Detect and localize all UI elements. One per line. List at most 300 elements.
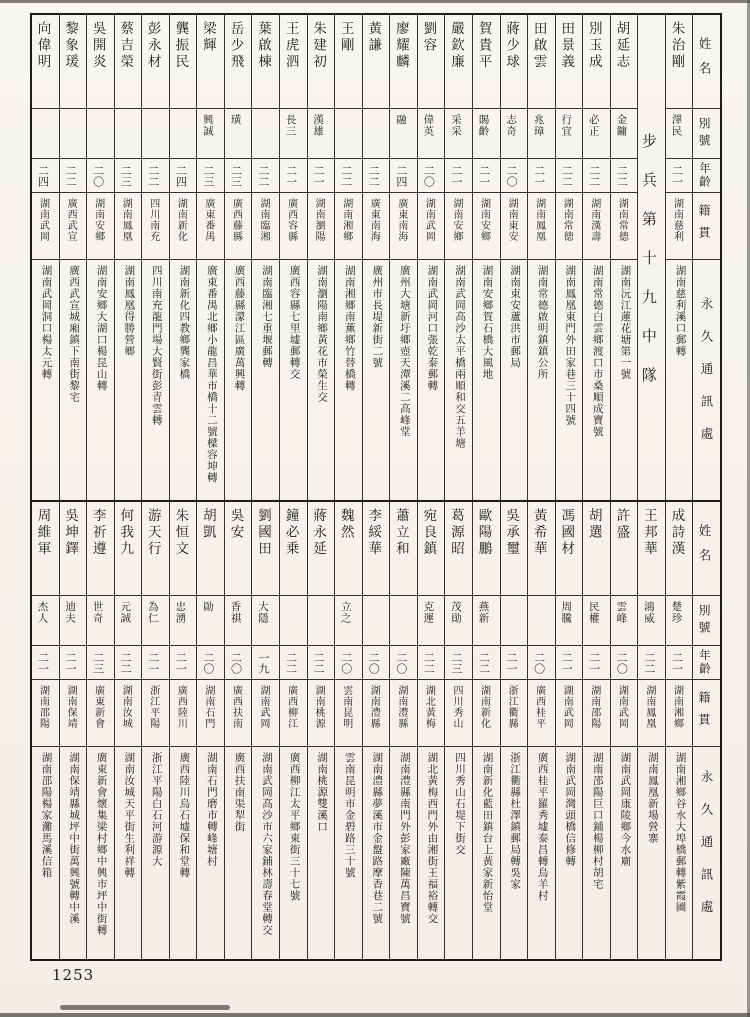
name-cell: 胡選 xyxy=(583,502,610,596)
name-cell: 劉國田 xyxy=(252,502,279,596)
person-column xyxy=(86,502,114,959)
age-cell: 二二 xyxy=(335,159,362,193)
name-cell: 田景義 xyxy=(556,15,583,109)
person-column xyxy=(472,502,500,959)
age-cell: 二一 xyxy=(308,159,335,193)
origin-cell: 廣西藤縣 xyxy=(225,193,252,260)
alias-cell: 立之 xyxy=(335,596,362,646)
address-cell: 湖南東安蘆洪市郵局 xyxy=(509,265,522,369)
person-column xyxy=(307,15,335,500)
age-cell: 二二 xyxy=(556,159,583,193)
age-cell: 二〇 xyxy=(611,646,638,680)
name-cell: 成詩漢 xyxy=(666,502,693,596)
name-cell: 田啟雲 xyxy=(528,15,555,109)
origin-cell: 湖南武岡 xyxy=(418,193,445,260)
age-cell: 二〇 xyxy=(225,646,252,680)
address-cell: 湖南武岡洞口楊太元轉 xyxy=(40,265,53,380)
address-cell: 廣西桂平羅秀墟泰昌轉烏羊村 xyxy=(536,752,549,902)
person-column xyxy=(251,15,279,500)
alias-cell xyxy=(363,109,390,159)
name-cell: 黃謙 xyxy=(363,15,390,109)
age-cell: 二〇 xyxy=(418,159,445,193)
age-cell: 二二 xyxy=(638,646,665,680)
alias-cell: 璜 xyxy=(225,109,252,159)
age-cell: 二三 xyxy=(445,646,472,680)
person-column xyxy=(527,502,555,959)
person-column xyxy=(59,15,87,500)
origin-cell: 廣東南海 xyxy=(390,193,417,260)
alias-cell: 采采 xyxy=(445,109,472,159)
age-cell: 二二 xyxy=(142,159,169,193)
name-cell: 王剛 xyxy=(335,15,362,109)
origin-cell: 廣西桂平 xyxy=(528,680,555,747)
header-label-address: 永久通訊處 xyxy=(699,296,714,460)
alias-cell: 克運 xyxy=(418,596,445,646)
address-cell: 湖南瀏陽南鄉黃花市榮生交 xyxy=(316,265,329,403)
name-cell: 馮國材 xyxy=(556,502,583,596)
alias-cell: 漢雄 xyxy=(308,109,335,159)
address-cell: 廣西容縣七里墟郵轉交 xyxy=(288,265,301,380)
alias-cell: 必正 xyxy=(583,109,610,159)
alias-cell xyxy=(308,596,335,646)
origin-cell: 湖南安鄉 xyxy=(87,193,114,260)
alias-cell xyxy=(32,109,59,159)
origin-cell: 湖南汝城 xyxy=(115,680,142,747)
name-cell: 許盛 xyxy=(611,502,638,596)
origin-cell: 湖南臨湘 xyxy=(252,193,279,260)
address-cell: 湖南安鄉大湖口楊昆山轉 xyxy=(95,265,108,392)
alias-cell: 大隱 xyxy=(252,596,279,646)
person-column xyxy=(417,502,445,959)
origin-cell: 湖南湘鄉 xyxy=(335,193,362,260)
name-cell: 向偉明 xyxy=(32,15,59,109)
address-cell: 湖南澧縣夢溪市金盤路摩香巷二號 xyxy=(371,752,384,925)
address-cell: 湖南保靖縣城坪中街萬興號轉中溪 xyxy=(68,752,81,925)
header-label-origin: 籍貫 xyxy=(693,193,720,260)
address-cell: 湖南武岡灣頭橋信修轉 xyxy=(564,752,577,867)
header-label-origin: 籍貫 xyxy=(693,680,720,747)
alias-cell: 迪夫 xyxy=(60,596,87,646)
origin-cell: 湖南瀏陽 xyxy=(308,193,335,260)
alias-cell: 杰人 xyxy=(32,596,59,646)
address-cell: 湖南武岡康陵鄉今水廟 xyxy=(619,752,632,867)
name-cell: 胡凱 xyxy=(197,502,224,596)
origin-cell: 湖南新化 xyxy=(170,193,197,260)
person-column xyxy=(610,502,638,959)
origin-cell: 湖南鳳凰 xyxy=(528,193,555,260)
name-cell: 葛源昭 xyxy=(445,502,472,596)
age-cell: 二一 xyxy=(280,159,307,193)
age-cell: 二一 xyxy=(666,159,693,193)
table-lower-half xyxy=(32,502,720,959)
alias-cell: 周騰 xyxy=(556,596,583,646)
name-cell: 何我九 xyxy=(115,502,142,596)
person-column xyxy=(389,502,417,959)
origin-cell: 廣西容縣 xyxy=(280,193,307,260)
age-cell: 二一 xyxy=(501,646,528,680)
person-column xyxy=(417,15,445,500)
age-cell: 二三 xyxy=(197,159,224,193)
person-column xyxy=(141,502,169,959)
person-column xyxy=(196,15,224,500)
address-cell: 廣西武宣城廂鎮下南街黎宅 xyxy=(68,265,81,403)
age-cell: 二四 xyxy=(32,159,59,193)
alias-cell xyxy=(528,596,555,646)
address-cell: 湖南石門磨市轉峰塘村 xyxy=(205,752,218,867)
age-cell: 二一 xyxy=(170,646,197,680)
header-label-age: 年齡 xyxy=(693,159,720,193)
age-cell: 二三 xyxy=(115,159,142,193)
person-column xyxy=(389,15,417,500)
alias-cell xyxy=(170,109,197,159)
age-cell: 二〇 xyxy=(528,646,555,680)
alias-cell xyxy=(87,109,114,159)
person-column xyxy=(169,15,197,500)
scan-edge-bottom xyxy=(0,1013,750,1017)
directory-table xyxy=(30,13,722,961)
age-cell: 二〇 xyxy=(501,159,528,193)
origin-cell: 湖南保靖 xyxy=(60,680,87,747)
age-cell: 二二 xyxy=(611,159,638,193)
address-cell: 廣州市長堤新街二號 xyxy=(371,265,384,369)
origin-cell: 廣東南海 xyxy=(363,193,390,260)
origin-cell: 廣東新會 xyxy=(87,680,114,747)
person-column xyxy=(334,15,362,500)
header-label-alias: 別號 xyxy=(693,596,720,646)
name-cell: 賀貴平 xyxy=(473,15,500,109)
address-cell: 廣東番禺北鄉小龍昌華市橋十二號樑容坤轉 xyxy=(205,265,218,484)
origin-cell: 雲南昆明 xyxy=(335,680,362,747)
address-cell: 湖南鳳凰東門外田家巷三十四號 xyxy=(564,265,577,426)
person-column xyxy=(59,502,87,959)
address-cell: 湖南桃源雙溪口 xyxy=(316,752,329,833)
origin-cell: 湖南安鄉 xyxy=(445,193,472,260)
origin-cell: 湖南武岡 xyxy=(611,680,638,747)
address-cell: 湖南湘鄉南薰鄉竹替橋轉 xyxy=(343,265,356,392)
alias-cell: 金鏞 xyxy=(611,109,638,159)
header-label-name: 姓名 xyxy=(693,15,720,109)
person-column xyxy=(141,15,169,500)
name-cell: 吳開炎 xyxy=(87,15,114,109)
person-column xyxy=(500,502,528,959)
name-cell: 龔振民 xyxy=(170,15,197,109)
age-cell: 二三 xyxy=(225,159,252,193)
address-cell: 浙江平陽白石河游源大 xyxy=(150,752,163,867)
name-cell: 魏然 xyxy=(335,502,362,596)
header-label-name: 姓名 xyxy=(693,502,720,596)
alias-cell: 為仁 xyxy=(142,596,169,646)
scan-smudge xyxy=(60,1005,230,1010)
alias-cell: 楚珍 xyxy=(666,596,693,646)
alias-cell: 澤民 xyxy=(666,109,693,159)
name-cell: 梁輝 xyxy=(197,15,224,109)
alias-cell: 世奇 xyxy=(87,596,114,646)
age-cell: 二一 xyxy=(528,159,555,193)
name-cell: 蔣永延 xyxy=(308,502,335,596)
alias-cell: 民權 xyxy=(583,596,610,646)
origin-cell: 廣西柳江 xyxy=(280,680,307,747)
person-column xyxy=(472,15,500,500)
origin-cell: 湖南澧縣 xyxy=(390,680,417,747)
origin-cell: 湖南常德 xyxy=(611,193,638,260)
address-cell: 湖南武岡高沙太平橋兩順和交五羊塘 xyxy=(453,265,466,449)
origin-cell: 湖南武岡 xyxy=(556,680,583,747)
address-cell: 湖南新化四教鄉龔家橋 xyxy=(178,265,191,380)
alias-cell: 香祺 xyxy=(225,596,252,646)
origin-cell: 湖南邵陽 xyxy=(583,680,610,747)
person-column xyxy=(114,15,142,500)
alias-cell xyxy=(501,596,528,646)
name-cell: 宛良鎮 xyxy=(418,502,445,596)
origin-cell: 四川秀山 xyxy=(445,680,472,747)
origin-cell: 湖南鳳凰 xyxy=(115,193,142,260)
address-cell: 雲南昆明市金碧路三十號 xyxy=(343,752,356,879)
age-cell: 二〇 xyxy=(87,159,114,193)
name-cell: 彭永材 xyxy=(142,15,169,109)
address-cell: 湖南汝城天平街生利祥轉 xyxy=(123,752,136,879)
address-cell: 湖南常德白雲鄉渡口市桑順成寶號 xyxy=(591,265,604,438)
person-column xyxy=(610,15,638,500)
address-cell: 湖南武岡河口張乾泰郵轉 xyxy=(426,265,439,392)
person-column xyxy=(527,15,555,500)
person-column xyxy=(582,15,610,500)
name-cell: 胡延志 xyxy=(611,15,638,109)
alias-cell xyxy=(60,109,87,159)
origin-cell: 湖南新化 xyxy=(473,680,500,747)
person-column xyxy=(555,502,583,959)
person-column xyxy=(334,502,362,959)
address-cell: 湖南澧縣南門外彭家廠陳萬昌寶號 xyxy=(398,752,411,925)
origin-cell: 廣西陸川 xyxy=(170,680,197,747)
origin-cell: 湖南安鄉 xyxy=(473,193,500,260)
address-cell: 湖南邵陽楊家灘馬溪信箱 xyxy=(40,752,53,879)
alias-cell: 鴻威 xyxy=(638,596,665,646)
address-cell: 廣西扶南渠犁街 xyxy=(233,752,246,833)
address-cell: 湖南鳳凰新場營寨 xyxy=(646,752,659,844)
name-cell: 劉容 xyxy=(418,15,445,109)
name-cell: 蔡吉榮 xyxy=(115,15,142,109)
person-column xyxy=(362,502,390,959)
alias-cell: 元誠 xyxy=(115,596,142,646)
address-cell: 湖北黃梅西門外由湘街王福裕轉交 xyxy=(426,752,439,925)
name-cell: 朱恒文 xyxy=(170,502,197,596)
age-cell: 二四 xyxy=(390,159,417,193)
age-cell: 二〇 xyxy=(390,646,417,680)
person-column xyxy=(500,15,528,500)
origin-cell: 湖南鳳凰 xyxy=(638,680,665,747)
table-upper-half xyxy=(32,15,720,502)
alias-cell: 雲峰 xyxy=(611,596,638,646)
age-cell: 二一 xyxy=(556,646,583,680)
name-cell: 朱治剛 xyxy=(666,15,693,109)
age-cell: 二〇 xyxy=(335,646,362,680)
address-cell: 湖南臨湘七重堰郵轉 xyxy=(261,265,273,369)
person-column xyxy=(251,502,279,959)
age-cell: 二二 xyxy=(308,646,335,680)
person-column xyxy=(86,15,114,500)
person-column xyxy=(444,502,472,959)
origin-cell: 湖南漢壽 xyxy=(583,193,610,260)
age-cell: 二三 xyxy=(87,646,114,680)
person-column xyxy=(196,502,224,959)
address-cell: 廣西柳江太平鄉東街三十七號 xyxy=(288,752,301,902)
origin-cell: 湖南湘鄉 xyxy=(666,680,693,747)
age-cell: 二一 xyxy=(473,159,500,193)
person-column xyxy=(32,15,59,500)
name-cell: 王邦華 xyxy=(638,502,665,596)
address-cell: 浙江衢縣杜澤鎮郵局轉吳家 xyxy=(509,752,522,890)
origin-cell: 湖南桃源 xyxy=(308,680,335,747)
name-cell: 嚴欽廉 xyxy=(445,15,472,109)
unit-label-column xyxy=(637,15,665,500)
age-cell: 二一 xyxy=(32,646,59,680)
name-cell: 鐘必乗 xyxy=(280,502,307,596)
origin-cell: 浙江衢縣 xyxy=(501,680,528,747)
address-cell: 湖南邵陽巨口鋪楊柳村胡宅 xyxy=(591,752,604,890)
name-cell: 吳坤鐸 xyxy=(60,502,87,596)
name-cell: 朱建初 xyxy=(308,15,335,109)
alias-cell: 長三 xyxy=(280,109,307,159)
alias-cell: 偉英 xyxy=(418,109,445,159)
person-column xyxy=(444,15,472,500)
alias-cell: 燕新 xyxy=(473,596,500,646)
name-cell: 蔣少球 xyxy=(501,15,528,109)
alias-cell: 賜齡 xyxy=(473,109,500,159)
person-column xyxy=(224,15,252,500)
age-cell: 二四 xyxy=(170,159,197,193)
alias-cell xyxy=(142,109,169,159)
person-column xyxy=(307,502,335,959)
alias-cell xyxy=(335,109,362,159)
alias-cell xyxy=(115,109,142,159)
name-cell: 別玉成 xyxy=(583,15,610,109)
person-column xyxy=(279,15,307,500)
origin-cell: 湖南邵陽 xyxy=(32,680,59,747)
name-cell: 廖耀麟 xyxy=(390,15,417,109)
name-cell: 李綏華 xyxy=(363,502,390,596)
person-column xyxy=(555,15,583,500)
alias-cell xyxy=(252,109,279,159)
age-cell: 二〇 xyxy=(363,646,390,680)
header-label-address: 永久通訊處 xyxy=(699,769,714,933)
name-cell: 黎象瑗 xyxy=(60,15,87,109)
origin-cell: 湖南東安 xyxy=(501,193,528,260)
address-cell: 廣東新會懷集梁村鄉中興市坪中街轉 xyxy=(95,752,108,936)
address-cell: 湖南湘鄉谷水大埠橋郵轉紫霞圃 xyxy=(674,752,687,913)
age-cell: 二二 xyxy=(60,159,87,193)
origin-cell: 湖北黃梅 xyxy=(418,680,445,747)
origin-cell: 湖南澧縣 xyxy=(363,680,390,747)
name-cell: 岳少飛 xyxy=(225,15,252,109)
unit-label: 步兵第十九中隊 xyxy=(639,133,658,406)
alias-cell: 忠湧 xyxy=(170,596,197,646)
person-column xyxy=(637,502,665,959)
person-column xyxy=(279,502,307,959)
scan-edge-top xyxy=(0,0,750,3)
age-cell: 二一 xyxy=(142,646,169,680)
alias-cell xyxy=(390,596,417,646)
origin-cell: 湖南慈利 xyxy=(666,193,693,260)
origin-cell: 四川南充 xyxy=(142,193,169,260)
alias-cell xyxy=(363,596,390,646)
header-column xyxy=(692,15,720,500)
header-label-age: 年齡 xyxy=(693,646,720,680)
header-column xyxy=(692,502,720,959)
name-cell: 歐陽鵬 xyxy=(473,502,500,596)
name-cell: 吳安 xyxy=(225,502,252,596)
origin-cell: 湖南石門 xyxy=(197,680,224,747)
alias-cell: 茂勛 xyxy=(445,596,472,646)
address-cell: 廣西陸川烏石墟保和堂轉 xyxy=(178,752,191,879)
age-cell: 二二 xyxy=(252,159,279,193)
address-cell: 湖南沅江蓮花塘第一號 xyxy=(619,265,632,380)
person-column xyxy=(114,502,142,959)
origin-cell: 湖南常德 xyxy=(556,193,583,260)
person-column xyxy=(32,502,59,959)
alias-cell: 行宜 xyxy=(556,109,583,159)
address-cell: 湖南常德啟明鎮鎮公所 xyxy=(536,265,549,380)
origin-cell: 湖南武岡 xyxy=(32,193,59,260)
person-column xyxy=(224,502,252,959)
alias-cell: 志奇 xyxy=(501,109,528,159)
origin-cell: 廣西武宣 xyxy=(60,193,87,260)
age-cell: 二二 xyxy=(115,646,142,680)
address-cell: 四川南充龍門場大賢街彭青雲轉 xyxy=(150,265,163,426)
person-column xyxy=(665,502,693,959)
age-cell: 二一 xyxy=(583,646,610,680)
address-cell: 廣州大塘新圩鄉壺天潭溪二高峰堂 xyxy=(398,265,411,438)
alias-cell: 兆璋 xyxy=(528,109,555,159)
origin-cell: 廣東番禺 xyxy=(197,193,224,260)
name-cell: 王虎泗 xyxy=(280,15,307,109)
origin-cell: 浙江平陽 xyxy=(142,680,169,747)
name-cell: 葉啟棟 xyxy=(252,15,279,109)
address-cell: 湖南新化藍田鎮台上黃家新怡堂 xyxy=(481,752,494,913)
address-cell: 湖南慈利溪口郵轉 xyxy=(674,265,687,357)
person-column xyxy=(665,15,693,500)
age-cell: 一九 xyxy=(252,646,279,680)
header-label-alias: 別號 xyxy=(693,109,720,159)
name-cell: 周維軍 xyxy=(32,502,59,596)
address-cell: 湖南鳳凰得勝營鄉 xyxy=(123,265,136,357)
address-cell: 廣西藤縣濛江區廣萬興轉 xyxy=(233,265,246,392)
age-cell: 二一 xyxy=(666,646,693,680)
origin-cell: 湖南武岡 xyxy=(252,680,279,747)
person-column xyxy=(582,502,610,959)
alias-cell xyxy=(280,596,307,646)
alias-cell: 融 xyxy=(390,109,417,159)
age-cell: 二二 xyxy=(363,159,390,193)
person-column xyxy=(169,502,197,959)
age-cell: 二二 xyxy=(473,646,500,680)
name-cell: 李祈遵 xyxy=(87,502,114,596)
name-cell: 黃希華 xyxy=(528,502,555,596)
age-cell: 二一 xyxy=(60,646,87,680)
person-column xyxy=(362,15,390,500)
age-cell: 二二 xyxy=(418,646,445,680)
age-cell: 二二 xyxy=(583,159,610,193)
address-cell: 四川秀山石堤下街交 xyxy=(453,752,466,856)
name-cell: 蕭立和 xyxy=(390,502,417,596)
name-cell: 游天行 xyxy=(142,502,169,596)
age-cell: 二二 xyxy=(280,646,307,680)
alias-cell: 興誠 xyxy=(197,109,224,159)
age-cell: 二一 xyxy=(445,159,472,193)
address-cell: 湖南武岡高沙市六家鋪林壽春堂轉交 xyxy=(261,752,273,936)
origin-cell: 廣西扶南 xyxy=(225,680,252,747)
page-number: 1253 xyxy=(52,966,95,984)
age-cell: 二〇 xyxy=(197,646,224,680)
